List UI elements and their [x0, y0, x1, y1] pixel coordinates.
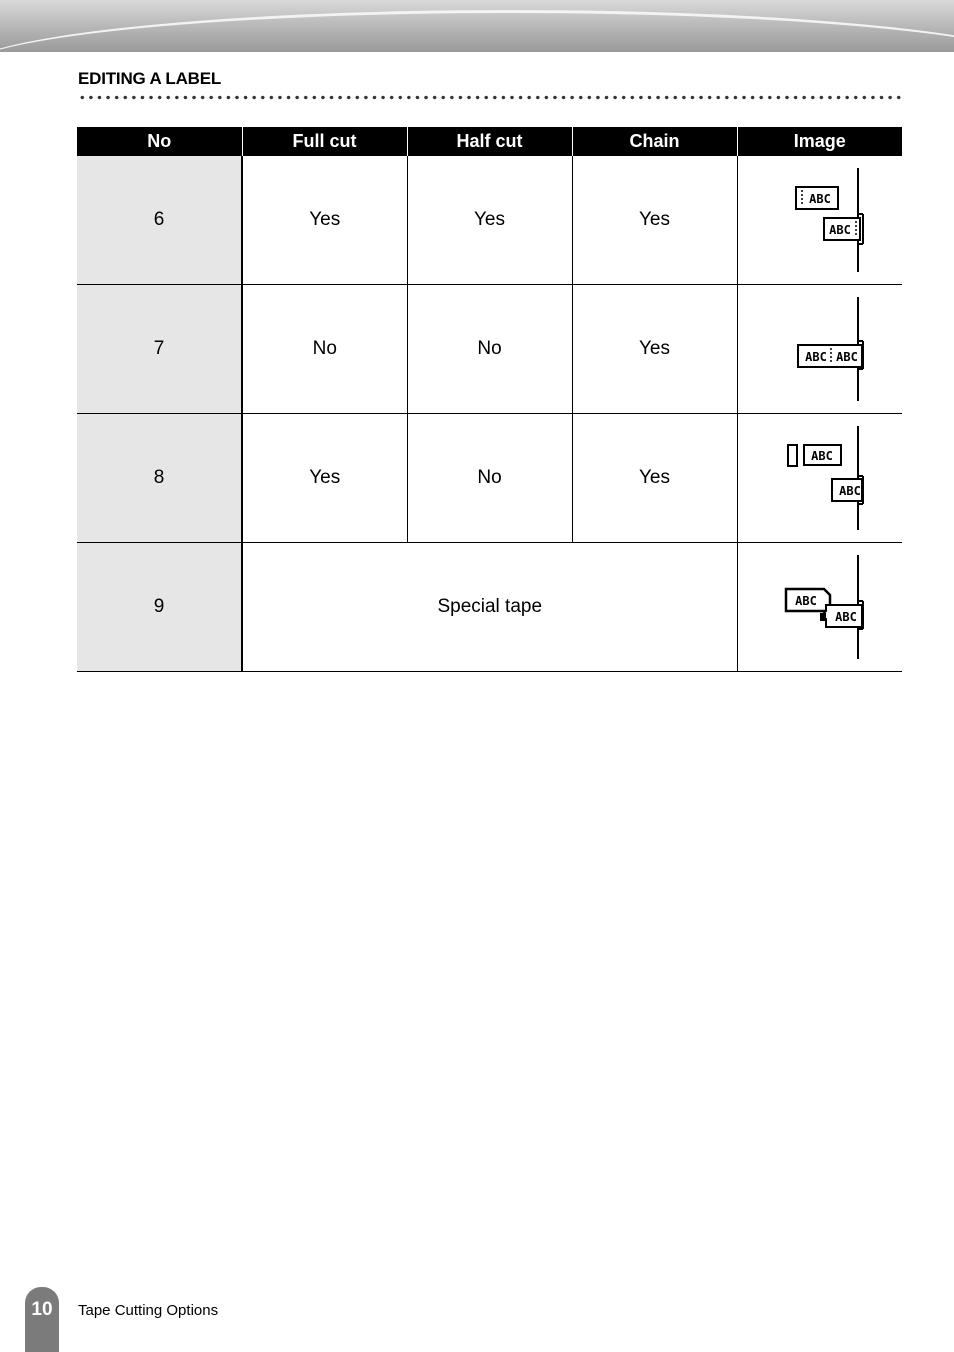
- half-cut-value: No: [407, 414, 572, 543]
- tape-cutting-table: [77, 127, 902, 672]
- table-row: [77, 414, 902, 543]
- header-no: No: [77, 127, 242, 156]
- page-number-tab: 10: [25, 1287, 59, 1352]
- cut-diagram-icon: [760, 549, 880, 665]
- half-cut-value: No: [407, 285, 572, 414]
- row-number: 6: [77, 156, 242, 285]
- chain-value: Yes: [572, 414, 737, 543]
- cut-illustration: [737, 543, 902, 672]
- row-number: 7: [77, 285, 242, 414]
- table-header-row: [77, 127, 902, 156]
- header-half-cut: Half cut: [407, 127, 572, 156]
- label-text: ABC: [835, 350, 858, 364]
- label-text: ABC: [828, 223, 851, 237]
- label-text: ABC: [804, 350, 827, 364]
- label-text: ABC: [810, 449, 833, 463]
- header-full-cut: Full cut: [242, 127, 407, 156]
- table-row: [77, 543, 902, 672]
- full-cut-value: Yes: [242, 156, 407, 285]
- full-cut-value: No: [242, 285, 407, 414]
- row-number: 9: [77, 543, 242, 672]
- chain-value: Yes: [572, 285, 737, 414]
- table-row: [77, 156, 902, 285]
- section-title: EDITING A LABEL: [78, 69, 222, 88]
- cut-illustration: [737, 285, 902, 414]
- special-tape-note: Special tape: [242, 543, 737, 672]
- label-text: ABC: [808, 192, 831, 206]
- banner-swoosh: [0, 10, 954, 52]
- label-text: ABC: [794, 594, 817, 608]
- cut-illustration: [737, 414, 902, 543]
- cut-diagram-icon: [760, 291, 880, 407]
- row-number: 8: [77, 414, 242, 543]
- cut-illustration: [737, 156, 902, 285]
- top-banner: [0, 0, 954, 52]
- chain-value: Yes: [572, 156, 737, 285]
- cut-diagram-icon: [760, 420, 880, 536]
- header-image: Image: [737, 127, 902, 156]
- cut-diagram-icon: [760, 162, 880, 278]
- dotted-divider: [78, 95, 902, 100]
- label-text: ABC: [834, 610, 857, 624]
- full-cut-value: Yes: [242, 414, 407, 543]
- label-text: ABC: [838, 484, 861, 498]
- table-row: [77, 285, 902, 414]
- header-chain: Chain: [572, 127, 737, 156]
- footer-section-title: Tape Cutting Options: [78, 1302, 219, 1319]
- half-cut-value: Yes: [407, 156, 572, 285]
